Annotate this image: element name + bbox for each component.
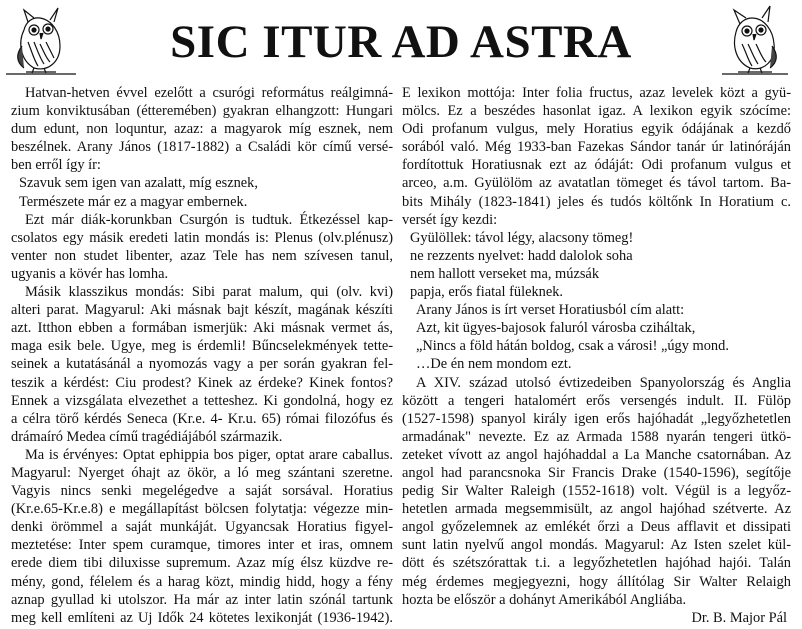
text-line: erede diem tibi diluxisse supremum. Azaz míg élsz küzdve re- xyxy=(11,555,393,572)
text-line: venter non studet libenter, azaz Tele has nem szívesen tanul, xyxy=(11,247,393,264)
verse-line: …De én nem mondom ezt. xyxy=(416,356,572,373)
text-line: Odi profanum vulgus, mely Horatius egyik ódájának a kezdő xyxy=(402,121,791,138)
text-line: meg kell említeni az Uj Idők 24 kötetes lexikonját (1936-1942). xyxy=(11,609,393,626)
text-line: drámaíró Medea című tragédiájából származik. xyxy=(11,428,283,445)
text-line: pedig Sir Walter Raleigh (1552-1618) volt. Végül is a legyőz- xyxy=(402,483,791,500)
text-line: versét így kezdi: xyxy=(402,211,498,228)
verse-line: Szavuk sem igen van azalatt, míg esznek, xyxy=(19,175,258,192)
verse-line: ne rezzents nyelvet: hadd dalolok soha xyxy=(410,247,633,264)
text-line: a célra törő kérdés Seneca (Kr.e. 4- Kr.u. 65) római filozófus és xyxy=(11,410,393,427)
text-line: bits Mihály (1823-1841) jeles és tudós költőnk In Horatium c. xyxy=(402,193,791,210)
text-line: denki örömmel a saját munkáját. Ugyancsak Horatius figyel- xyxy=(11,519,393,536)
text-line: ben erről így ír: xyxy=(11,157,101,174)
text-line: dum edunt, non loquntur, azaz: a magyarok míg esznek, nem xyxy=(11,121,393,138)
text-line: Magyarul: Nyerget óhajt az ökör, a ló meg szántani szeretne. xyxy=(11,464,393,481)
text-line: Másik klasszikus mondás: Sibi parat malum, qui (olv. kvi) xyxy=(25,284,393,301)
text-line: maga esik bele. Ugye, meg is érdemli! Bűncselekmények tette- xyxy=(11,338,393,355)
article-title: SIC ITUR AD ASTRA xyxy=(170,16,632,68)
text-line: meztetése: Inter spem curamque, timores inter et iras, omnem xyxy=(11,537,393,554)
text-line: (1527-1598) spanyol király igen erős hajóhadát „legyőzhetetlen xyxy=(402,410,791,427)
text-line: seinek a kutatásánál a nyomozás vagy a per során gyakran fel- xyxy=(11,356,393,373)
text-line: mény, gond, félelem és a harag közt, mindig hidd, hogy a fény xyxy=(11,573,393,590)
text-line: beszélnek. Arany János (1817-1882) a Családi kör című versé- xyxy=(11,139,393,156)
text-line: zium konviktusában (étteremében) gyakran elhangzott: Hungari xyxy=(11,103,393,120)
text-line: arceo, a.m. Gyülölöm az avatatlan tömeget és távol tartom. Ba- xyxy=(402,175,791,192)
text-line: sorából való. Még 1933-ban Fazekas Sándor tanár úr latinóráján xyxy=(402,139,791,156)
text-line: mölcs. Ez a beszédes hasonlat igaz. A lexikon egyik szócíme: xyxy=(402,103,791,120)
text-line: aznap gyullad ki utolszor. Ha már az inter latin szónál tartunk xyxy=(11,591,393,608)
text-line: hetetlen armada megsemmisült, az angol hajóhad szétverte. Az xyxy=(402,501,791,518)
verse-line: „Nincs a föld hátán boldog, csak a városi! „úgy mond. xyxy=(416,338,729,355)
text-line: armadának" nevezte. Ez az Armada 1588 nyarán tengeri ütkö- xyxy=(402,428,791,445)
text-line: dött és szétszórattak t.i. a legyőzhetetlen hajóhad hajói. Talán xyxy=(402,555,791,572)
text-line: (Kr.e.65-Kr.e.8) e megállapítást bölcsen folytatja: végezze min- xyxy=(11,501,393,518)
text-line: E lexikon mottója: Inter folia fructus, azaz levelek közt a gyü- xyxy=(402,85,791,101)
text-line: csolatos egy másik eredeti latin mondás is: Plenus (olv.plénusz) xyxy=(11,229,393,246)
author-signature: Dr. B. Major Pál xyxy=(691,609,787,626)
text-line: között a tengeri hatalomért erős versengés indult. II. Fülöp xyxy=(402,392,791,409)
text-line: ugyanis a kövér has lomha. xyxy=(11,265,169,282)
text-line: Ezt már diák-korunkban Csurgón is tudtuk. Étkezéssel kap- xyxy=(25,211,393,228)
text-line: angol győzelemnek az emlékét őrzi a Deus afflavit et dissipati xyxy=(402,519,791,536)
verse-line: Azt, kit ügyes-bajosok faluról városba cziháltak, xyxy=(416,320,696,337)
verse-line: Gyülöllek: távol légy, alacsony tömeg! xyxy=(410,229,634,246)
text-line: sunt latin nyelvű angol mondás. Magyarul: Az Isten szelet kül- xyxy=(402,537,791,554)
text-line: Ma is érvényes: Optat ephippia bos piger, optat arare caballus. xyxy=(25,446,393,463)
right-column xyxy=(402,84,791,627)
text-line: még érdemes megjegyezni, hogy állítólag Sir Walter Relaigh xyxy=(402,573,791,590)
text-line: hozta be először a dohányt Amerikából Angliába. xyxy=(402,591,687,608)
text-line: zeteket vívott az angol hajóhaddal a La Manche csatornában. Az xyxy=(402,446,791,463)
text-line: Vagyis nincs senki megelégedve a saját sorsával. Horatius xyxy=(11,483,393,500)
verse-line: papja, erős fiatal füleknek. xyxy=(410,284,564,301)
text-line: angol had parancsnoka Sir Francis Drake (1540-1596), segítője xyxy=(402,464,791,481)
text-line: teszik a kérdést: Ciu prodest? Kinek az érdeke? Kinek fontos? xyxy=(11,374,393,391)
text-line: alteri parat. Magyarul: Aki másnak bajt készít, magának készíti xyxy=(11,302,393,319)
text-line: fordítottuk Horatiusnak ezt az ódáját: Odi profanum vulgus et xyxy=(402,157,791,174)
text-line: Ennek a vizsgálata elvezethet a tetteshez. Ki gondolná, hogy ez xyxy=(11,392,393,409)
text-line: azt. Itthon ebben a formában ismerjük: Aki másnak vermet ás, xyxy=(11,320,393,337)
text-line: Hatvan-hetven évvel ezelőtt a csurógi református reálgimná- xyxy=(25,85,393,101)
verse-line: nem hallott verseket ma, múzsák xyxy=(410,265,600,282)
verse-line: Természete már ez a magyar embernek. xyxy=(19,193,248,210)
text-line: Arany János is írt verset Horatiusból cím alatt: xyxy=(416,302,685,319)
left-column xyxy=(11,84,393,627)
text-line: A XIV. század utolsó évtizedeiben Spanyolország és Anglia xyxy=(416,374,791,391)
